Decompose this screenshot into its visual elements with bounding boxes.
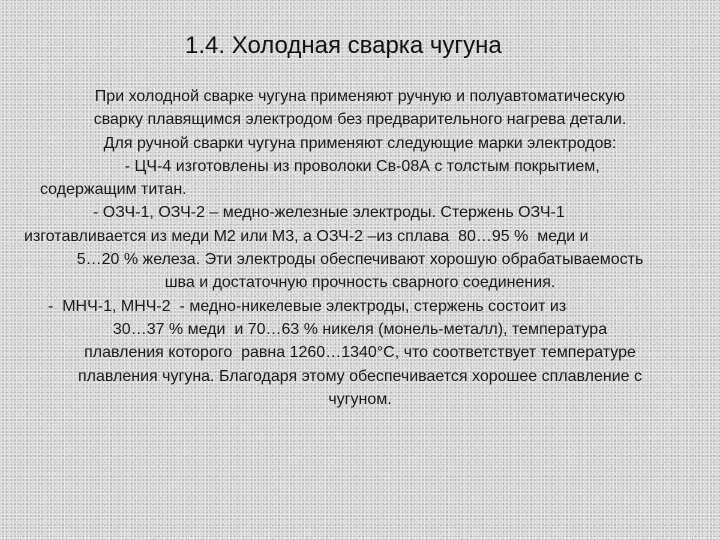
body-line-7: изготавливается из меди М2 или М3, а ОЗЧ-2 –из сплава 80…95 % меди и bbox=[24, 227, 589, 245]
slide-title: 1.4. Холодная сварка чугуна bbox=[185, 32, 502, 59]
body-line-3: Для ручной сварки чугуна применяют следующие марки электродов: bbox=[103, 134, 617, 152]
body-line-9: шва и достаточную прочность сварного соединения. bbox=[164, 274, 556, 292]
slide-body-text bbox=[0, 85, 720, 411]
body-line-14: чугуном. bbox=[328, 390, 392, 408]
body-line-1: При холодной сварке чугуна применяют ручную и полуавтоматическую bbox=[94, 88, 626, 105]
body-line-13: плавления чугуна. Благодаря этому обеспечивается хорошее сплавление с bbox=[78, 367, 642, 385]
body-line-4: - ЦЧ-4 изготовлены из проволоки Св-08А с толстым покрытием, bbox=[120, 157, 600, 175]
body-line-11: 30…37 % меди и 70…63 % никеля (монель-металл), температура bbox=[112, 320, 608, 338]
body-line-6: - ОЗЧ-1, ОЗЧ-2 – медно-железные электроды. Стержень ОЗЧ-1 bbox=[93, 204, 565, 222]
body-line-12: плавления которого равна 1260…1340°C, что соответствует температуре bbox=[84, 344, 636, 362]
body-line-8: 5…20 % железа. Эти электроды обеспечивают хорошую обрабатываемость bbox=[76, 251, 644, 269]
body-line-2: сварку плавящимся электродом без предварительного нагрева детали. bbox=[93, 111, 627, 129]
body-line-5: содержащим титан. bbox=[40, 181, 187, 199]
body-line-10: - МНЧ-1, МНЧ-2 - медно-никелевые электроды, стержень состоит из bbox=[48, 297, 567, 315]
